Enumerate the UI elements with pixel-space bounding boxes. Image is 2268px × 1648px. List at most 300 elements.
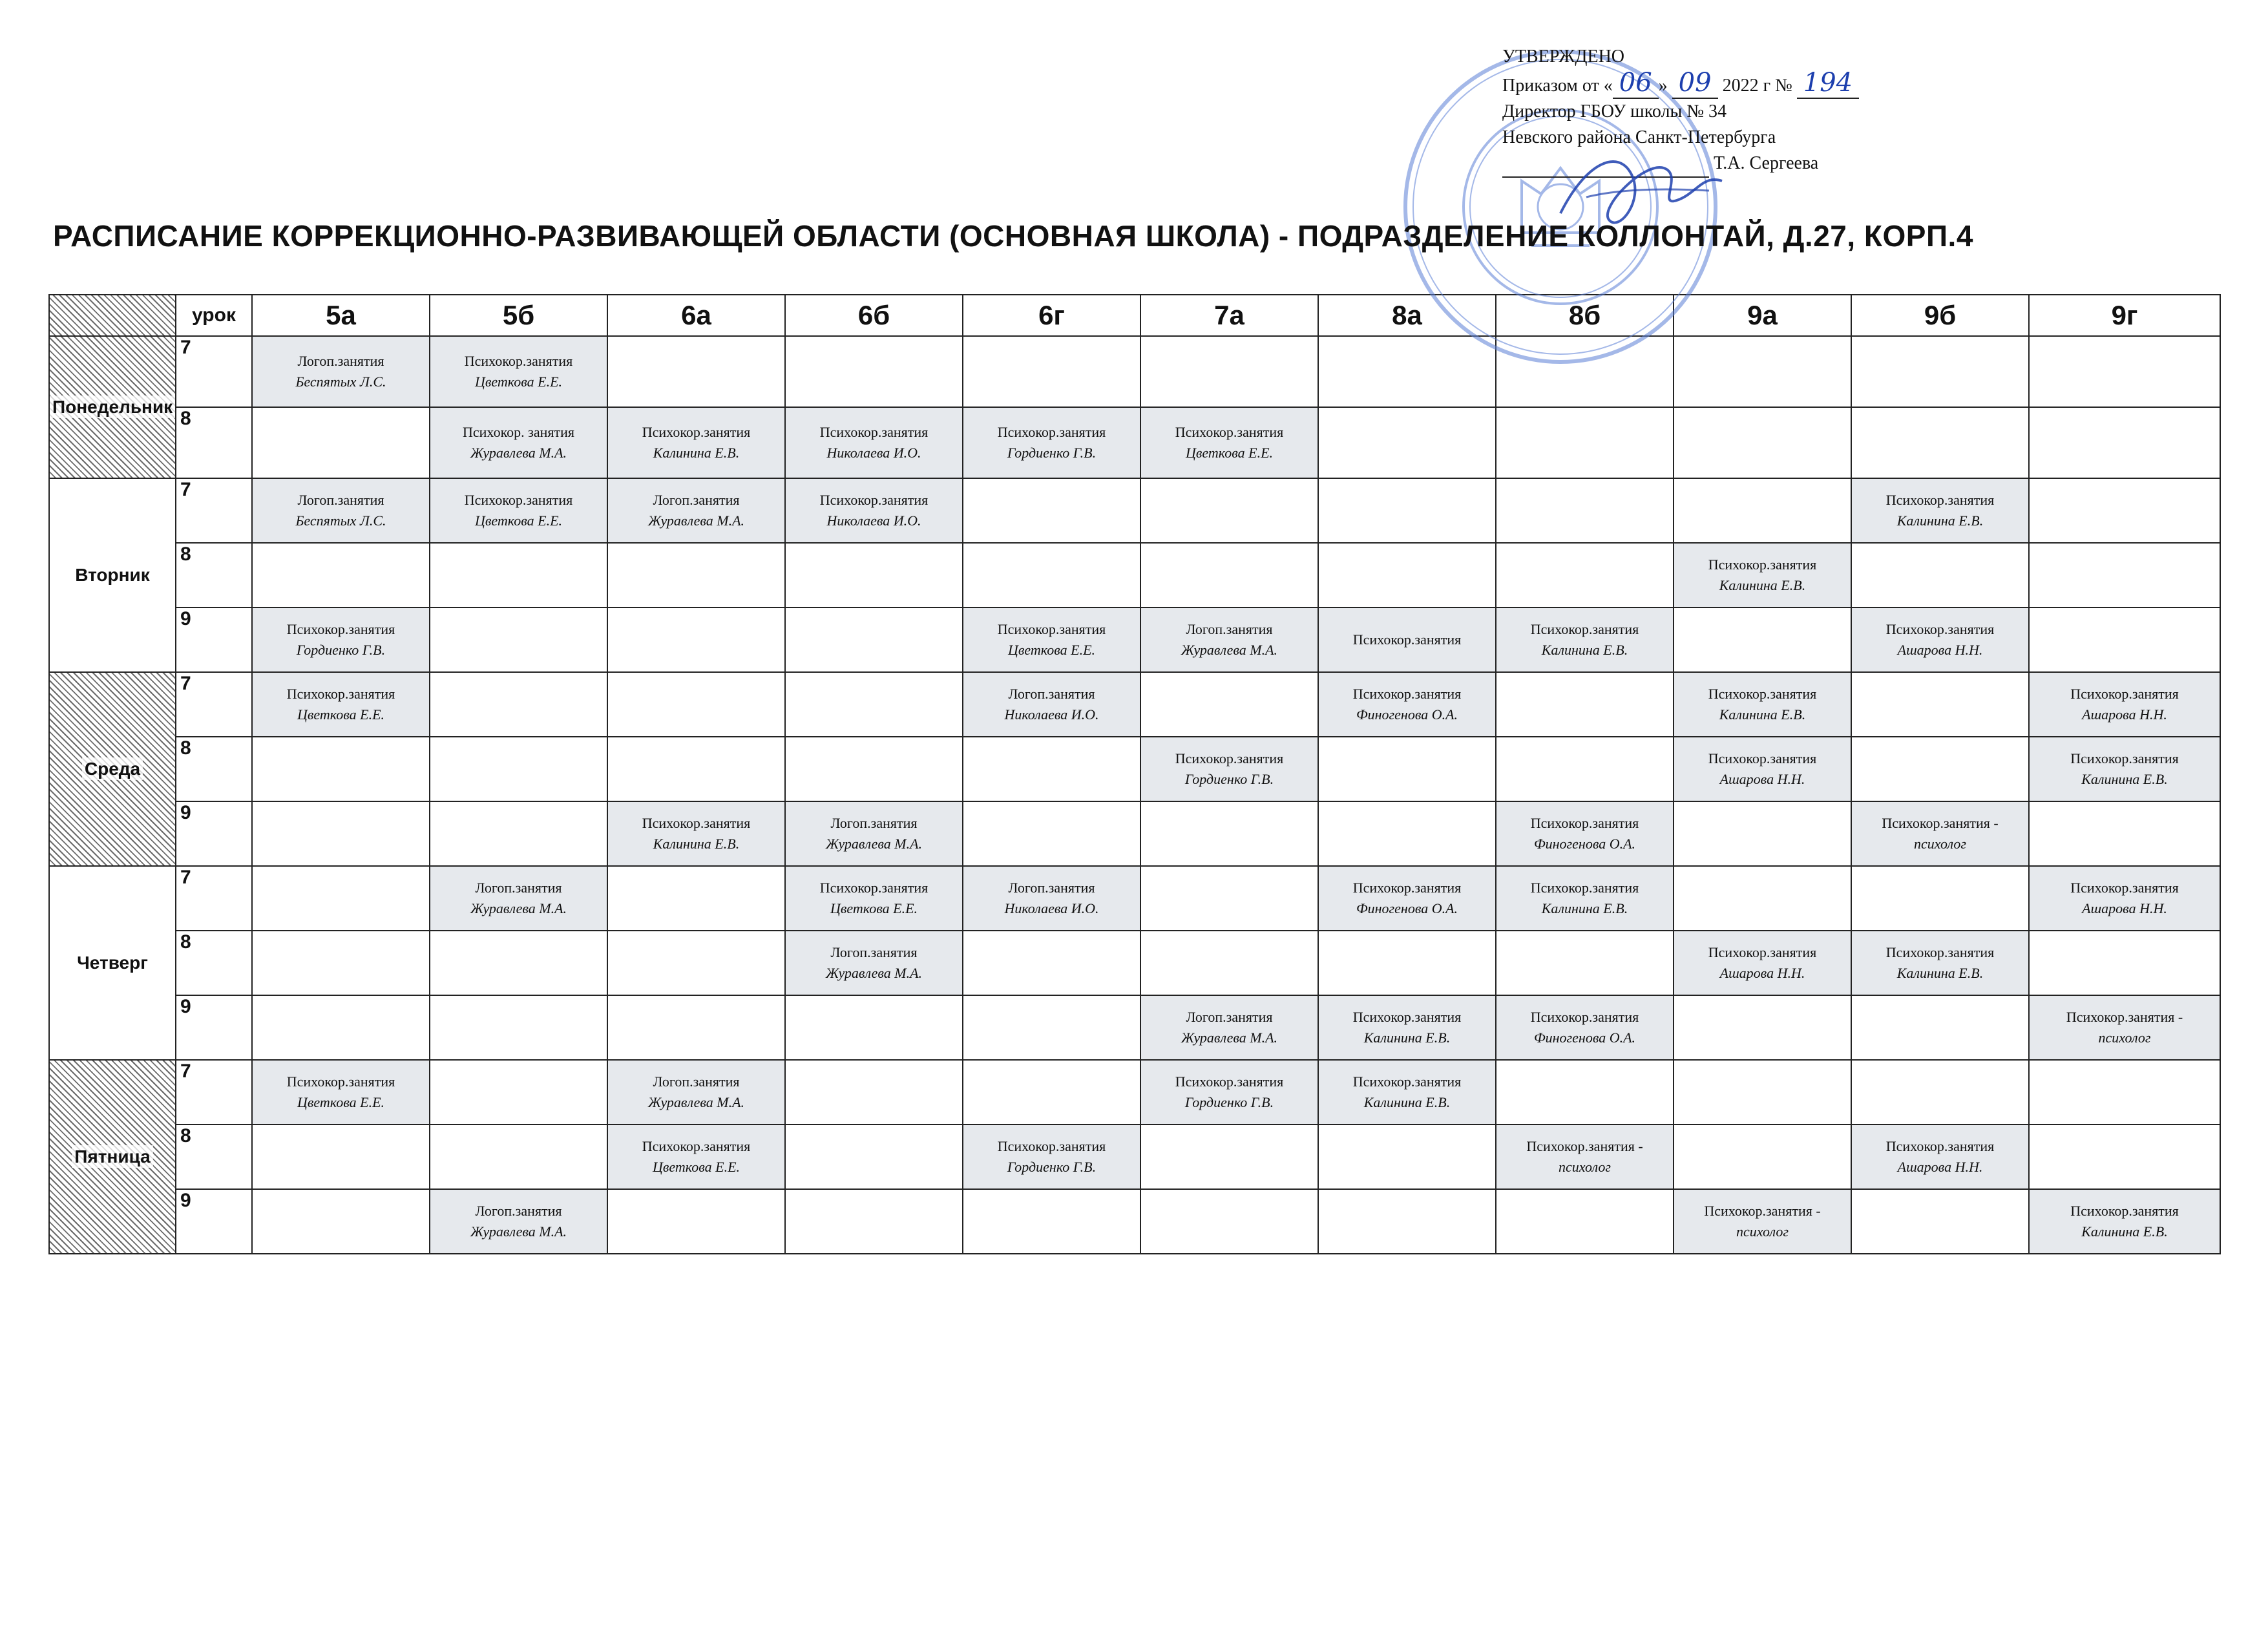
session-teacher: Беспятых Л.С. bbox=[295, 374, 386, 390]
session-cell bbox=[252, 607, 430, 672]
empty-cell bbox=[963, 1189, 1140, 1254]
empty-cell bbox=[963, 995, 1140, 1060]
day-name: Понедельник bbox=[50, 396, 175, 418]
empty-cell bbox=[607, 1189, 785, 1254]
session-type: Психокор.занятия bbox=[1885, 1138, 1995, 1154]
session-type: Логоп.занятия bbox=[297, 492, 384, 508]
empty-cell bbox=[430, 1125, 607, 1189]
session-teacher: Калинина Е.В. bbox=[1541, 642, 1628, 658]
session-type: Психокор.занятия bbox=[997, 621, 1106, 637]
session-type: Психокор.занятия bbox=[1352, 686, 1462, 702]
session-type: Логоп.занятия bbox=[1186, 1009, 1273, 1025]
lesson-number: 8 bbox=[176, 543, 252, 607]
empty-cell bbox=[1674, 1125, 1851, 1189]
session-cell bbox=[1674, 737, 1851, 801]
empty-cell bbox=[252, 931, 430, 995]
corner-cell bbox=[49, 295, 176, 336]
session-type: Психокор.занятия bbox=[819, 492, 929, 508]
session-type: Психокор.занятия bbox=[286, 621, 395, 637]
schedule-row bbox=[49, 801, 2220, 866]
empty-cell bbox=[430, 672, 607, 737]
lesson-number: 9 bbox=[176, 801, 252, 866]
session-type: Психокор.занятия bbox=[1885, 621, 1995, 637]
session-type: Психокор.занятия bbox=[642, 1138, 751, 1154]
session-teacher: Финогенова О.А. bbox=[1356, 706, 1458, 723]
day-cell bbox=[49, 478, 176, 672]
session-cell bbox=[252, 672, 430, 737]
class-header: 6г bbox=[963, 295, 1140, 336]
session-teacher: Ашарова Н.Н. bbox=[2082, 900, 2167, 916]
empty-cell bbox=[607, 607, 785, 672]
session-cell bbox=[1496, 1125, 1674, 1189]
session-teacher: психолог bbox=[2098, 1030, 2151, 1046]
session-type: Психокор.занятия bbox=[819, 424, 929, 440]
session-teacher: Гордиенко Г.В. bbox=[296, 642, 386, 658]
session-teacher: Калинина Е.В. bbox=[1719, 706, 1806, 723]
empty-cell bbox=[785, 995, 963, 1060]
session-cell bbox=[1140, 995, 1318, 1060]
session-cell bbox=[785, 478, 963, 543]
session-teacher: Ашарова Н.Н. bbox=[1719, 965, 1805, 981]
empty-cell bbox=[607, 737, 785, 801]
page-title: РАСПИСАНИЕ КОРРЕКЦИОННО-РАЗВИВАЮЩЕЙ ОБЛАСТИ (ОСНОВНАЯ ШКОЛА) - ПОДРАЗДЕЛЕНИЕ КОЛЛОНТАЙ, Д.27, КОРП.4 bbox=[53, 219, 1973, 253]
empty-cell bbox=[1318, 1189, 1496, 1254]
session-type: Психокор.занятия bbox=[1530, 621, 1639, 637]
session-cell bbox=[785, 931, 963, 995]
session-teacher: Цветкова Е.Е. bbox=[474, 512, 563, 529]
session-teacher: психолог bbox=[1736, 1223, 1789, 1240]
empty-cell bbox=[1496, 478, 1674, 543]
empty-cell bbox=[252, 737, 430, 801]
empty-cell bbox=[785, 1125, 963, 1189]
schedule-row bbox=[49, 931, 2220, 995]
session-type: Психокор.занятия bbox=[1530, 880, 1639, 896]
schedule-row bbox=[49, 672, 2220, 737]
schedule-row bbox=[49, 737, 2220, 801]
session-teacher: Калинина Е.В. bbox=[1896, 965, 1984, 981]
empty-cell bbox=[1140, 336, 1318, 407]
empty-cell bbox=[607, 866, 785, 931]
session-teacher: Калинина Е.В. bbox=[2081, 771, 2168, 787]
session-teacher: Калинина Е.В. bbox=[1719, 577, 1806, 593]
session-type: Психокор.занятия - bbox=[2066, 1009, 2183, 1025]
schedule-row bbox=[49, 607, 2220, 672]
empty-cell bbox=[2029, 478, 2220, 543]
session-type: Психокор.занятия bbox=[997, 424, 1106, 440]
session-teacher: Николаева И.О. bbox=[826, 512, 921, 529]
session-type: Логоп.занятия bbox=[475, 1203, 562, 1219]
session-teacher: Николаева И.О. bbox=[1004, 900, 1099, 916]
session-teacher: Калинина Е.В. bbox=[1541, 900, 1628, 916]
empty-cell bbox=[430, 801, 607, 866]
session-type: Психокор.занятия bbox=[1352, 631, 1462, 648]
empty-cell bbox=[1851, 737, 2029, 801]
empty-cell bbox=[2029, 1060, 2220, 1125]
session-type: Психокор.занятия bbox=[1175, 750, 1284, 766]
session-cell bbox=[607, 801, 785, 866]
empty-cell bbox=[1318, 478, 1496, 543]
session-teacher: Журавлева М.А. bbox=[470, 1223, 567, 1240]
session-cell bbox=[1140, 607, 1318, 672]
empty-cell bbox=[963, 336, 1140, 407]
session-cell bbox=[607, 1125, 785, 1189]
empty-cell bbox=[1318, 407, 1496, 478]
session-teacher: Цветкова Е.Е. bbox=[297, 1094, 385, 1110]
schedule-row bbox=[49, 407, 2220, 478]
empty-cell bbox=[1318, 543, 1496, 607]
session-teacher: Калинина Е.В. bbox=[1363, 1030, 1451, 1046]
empty-cell bbox=[963, 1060, 1140, 1125]
session-type: Психокор.занятия bbox=[2070, 1203, 2179, 1219]
session-cell bbox=[1496, 801, 1674, 866]
lesson-number: 8 bbox=[176, 1125, 252, 1189]
session-type: Психокор.занятия bbox=[1708, 556, 1817, 573]
empty-cell bbox=[430, 931, 607, 995]
session-cell bbox=[252, 336, 430, 407]
session-type: Психокор.занятия bbox=[642, 815, 751, 831]
session-cell bbox=[2029, 1189, 2220, 1254]
session-cell bbox=[252, 1060, 430, 1125]
session-cell bbox=[1674, 931, 1851, 995]
empty-cell bbox=[252, 407, 430, 478]
empty-cell bbox=[1496, 407, 1674, 478]
session-type: Психокор.занятия bbox=[1175, 424, 1284, 440]
lesson-number: 7 bbox=[176, 866, 252, 931]
empty-cell bbox=[963, 478, 1140, 543]
class-header: 7а bbox=[1140, 295, 1318, 336]
empty-cell bbox=[1674, 995, 1851, 1060]
empty-cell bbox=[607, 543, 785, 607]
empty-cell bbox=[1496, 737, 1674, 801]
session-teacher: Калинина Е.В. bbox=[653, 445, 740, 461]
session-type: Психокор.занятия bbox=[1885, 492, 1995, 508]
empty-cell bbox=[430, 1060, 607, 1125]
day-cell bbox=[49, 672, 176, 866]
session-cell bbox=[1496, 995, 1674, 1060]
session-cell bbox=[430, 407, 607, 478]
day-cell bbox=[49, 866, 176, 1060]
empty-cell bbox=[607, 995, 785, 1060]
session-cell bbox=[430, 336, 607, 407]
empty-cell bbox=[430, 607, 607, 672]
session-cell bbox=[1851, 607, 2029, 672]
empty-cell bbox=[1674, 607, 1851, 672]
session-type: Логоп.занятия bbox=[297, 353, 384, 369]
empty-cell bbox=[1318, 801, 1496, 866]
empty-cell bbox=[252, 543, 430, 607]
approval-order-line bbox=[1502, 70, 1864, 99]
empty-cell bbox=[785, 1189, 963, 1254]
day-name: Вторник bbox=[72, 564, 152, 586]
session-teacher: Ашарова Н.Н. bbox=[1719, 771, 1805, 787]
session-teacher: Журавлева М.А. bbox=[825, 965, 923, 981]
empty-cell bbox=[2029, 407, 2220, 478]
empty-cell bbox=[2029, 607, 2220, 672]
class-header: 8б bbox=[1496, 295, 1674, 336]
session-cell bbox=[1496, 607, 1674, 672]
schedule-row bbox=[49, 1189, 2220, 1254]
session-teacher: Журавлева М.А. bbox=[647, 512, 745, 529]
empty-cell bbox=[963, 543, 1140, 607]
session-type: Психокор.занятия - bbox=[1704, 1203, 1821, 1219]
empty-cell bbox=[1851, 672, 2029, 737]
session-cell bbox=[1851, 801, 2029, 866]
schedule-row bbox=[49, 866, 2220, 931]
session-type: Логоп.занятия bbox=[475, 880, 562, 896]
session-teacher: Цветкова Е.Е. bbox=[652, 1159, 740, 1175]
empty-cell bbox=[1674, 1060, 1851, 1125]
session-type: Психокор.занятия bbox=[1885, 944, 1995, 960]
session-teacher: Цветкова Е.Е. bbox=[297, 706, 385, 723]
session-cell bbox=[1318, 607, 1496, 672]
session-cell bbox=[2029, 737, 2220, 801]
schedule-row bbox=[49, 1125, 2220, 1189]
empty-cell bbox=[1674, 336, 1851, 407]
class-header: 6б bbox=[785, 295, 963, 336]
session-type: Логоп.занятия bbox=[830, 815, 918, 831]
order-no-label: № bbox=[1775, 76, 1792, 96]
empty-cell bbox=[1851, 1189, 2029, 1254]
session-cell bbox=[785, 801, 963, 866]
session-teacher: Финогенова О.А. bbox=[1533, 1030, 1636, 1046]
order-number: 194 bbox=[1797, 68, 1859, 99]
session-teacher: Цветкова Е.Е. bbox=[830, 900, 918, 916]
class-header: 9а bbox=[1674, 295, 1851, 336]
empty-cell bbox=[785, 336, 963, 407]
empty-cell bbox=[1851, 336, 2029, 407]
session-teacher: Николаева И.О. bbox=[826, 445, 921, 461]
order-year: 2022 г bbox=[1722, 76, 1771, 96]
empty-cell bbox=[2029, 931, 2220, 995]
lesson-number: 8 bbox=[176, 931, 252, 995]
session-teacher: Гордиенко Г.В. bbox=[1007, 445, 1097, 461]
session-teacher: Журавлева М.А. bbox=[1181, 642, 1278, 658]
empty-cell bbox=[2029, 1125, 2220, 1189]
empty-cell bbox=[1140, 543, 1318, 607]
session-type: Психокор.занятия bbox=[2070, 880, 2179, 896]
empty-cell bbox=[2029, 801, 2220, 866]
empty-cell bbox=[785, 672, 963, 737]
session-teacher: Журавлева М.А. bbox=[470, 445, 567, 461]
empty-cell bbox=[430, 543, 607, 607]
session-type: Логоп.занятия bbox=[653, 1073, 740, 1090]
empty-cell bbox=[1496, 336, 1674, 407]
session-cell bbox=[1140, 1060, 1318, 1125]
session-cell bbox=[430, 1189, 607, 1254]
empty-cell bbox=[1851, 407, 2029, 478]
empty-cell bbox=[252, 1125, 430, 1189]
session-cell bbox=[1318, 866, 1496, 931]
empty-cell bbox=[1496, 672, 1674, 737]
session-cell bbox=[963, 607, 1140, 672]
session-type: Психокор.занятия bbox=[464, 353, 573, 369]
session-type: Психокор.занятия bbox=[1708, 750, 1817, 766]
class-header: 5а bbox=[252, 295, 430, 336]
lesson-number: 7 bbox=[176, 336, 252, 407]
day-name: Пятница bbox=[72, 1145, 152, 1168]
lesson-number: 7 bbox=[176, 672, 252, 737]
empty-cell bbox=[1140, 801, 1318, 866]
empty-cell bbox=[1674, 801, 1851, 866]
empty-cell bbox=[2029, 543, 2220, 607]
session-type: Психокор.занятия - bbox=[1526, 1138, 1643, 1154]
order-day: 06 bbox=[1613, 68, 1659, 99]
empty-cell bbox=[1496, 931, 1674, 995]
empty-cell bbox=[1674, 407, 1851, 478]
empty-cell bbox=[785, 1060, 963, 1125]
lesson-number: 9 bbox=[176, 1189, 252, 1254]
empty-cell bbox=[252, 995, 430, 1060]
empty-cell bbox=[430, 737, 607, 801]
empty-cell bbox=[1140, 931, 1318, 995]
session-cell bbox=[1674, 543, 1851, 607]
session-cell bbox=[1851, 478, 2029, 543]
empty-cell bbox=[1318, 1125, 1496, 1189]
session-cell bbox=[430, 478, 607, 543]
empty-cell bbox=[1140, 672, 1318, 737]
approval-block bbox=[1502, 44, 1864, 178]
session-teacher: психолог bbox=[1914, 836, 1966, 852]
session-type: Психокор.занятия bbox=[1708, 686, 1817, 702]
empty-cell bbox=[607, 672, 785, 737]
empty-cell bbox=[1140, 866, 1318, 931]
session-cell bbox=[1318, 672, 1496, 737]
session-teacher: Журавлева М.А. bbox=[647, 1094, 745, 1110]
empty-cell bbox=[963, 931, 1140, 995]
session-cell bbox=[607, 407, 785, 478]
approval-signer: Т.А. Сергеева bbox=[1714, 153, 1819, 173]
session-type: Логоп.занятия bbox=[1008, 686, 1095, 702]
session-teacher: Цветкова Е.Е. bbox=[1007, 642, 1096, 658]
session-type: Психокор.занятия bbox=[286, 1073, 395, 1090]
session-cell bbox=[1140, 407, 1318, 478]
session-teacher: Ашарова Н.Н. bbox=[2082, 706, 2167, 723]
empty-cell bbox=[607, 336, 785, 407]
session-teacher: Журавлева М.А. bbox=[1181, 1030, 1278, 1046]
empty-cell bbox=[2029, 336, 2220, 407]
session-cell bbox=[252, 478, 430, 543]
empty-cell bbox=[1140, 1125, 1318, 1189]
schedule-row bbox=[49, 543, 2220, 607]
lesson-header: урок bbox=[176, 295, 252, 336]
class-header: 9б bbox=[1851, 295, 2029, 336]
empty-cell bbox=[1496, 1189, 1674, 1254]
session-teacher: Финогенова О.А. bbox=[1533, 836, 1636, 852]
session-cell bbox=[2029, 995, 2220, 1060]
empty-cell bbox=[1318, 336, 1496, 407]
session-cell bbox=[607, 1060, 785, 1125]
session-type: Психокор.занятия bbox=[642, 424, 751, 440]
session-type: Психокор.занятия bbox=[819, 880, 929, 896]
session-teacher: Журавлева М.А. bbox=[470, 900, 567, 916]
lesson-number: 7 bbox=[176, 478, 252, 543]
schedule-row bbox=[49, 995, 2220, 1060]
session-type: Психокор.занятия - bbox=[1882, 815, 1999, 831]
session-type: Психокор.занятия bbox=[2070, 750, 2179, 766]
session-teacher: Финогенова О.А. bbox=[1356, 900, 1458, 916]
session-cell bbox=[1851, 931, 2029, 995]
session-cell bbox=[963, 407, 1140, 478]
empty-cell bbox=[1140, 478, 1318, 543]
approval-heading: УТВЕРЖДЕНО bbox=[1502, 47, 1625, 67]
class-header: 8а bbox=[1318, 295, 1496, 336]
session-cell bbox=[1496, 866, 1674, 931]
approval-director: Директор ГБОУ школы № 34 bbox=[1502, 101, 1727, 121]
session-cell bbox=[1140, 737, 1318, 801]
day-name: Четверг bbox=[74, 951, 151, 974]
schedule-table bbox=[48, 294, 2221, 1254]
session-cell bbox=[1318, 995, 1496, 1060]
empty-cell bbox=[1851, 866, 2029, 931]
empty-cell bbox=[1674, 478, 1851, 543]
empty-cell bbox=[1496, 1060, 1674, 1125]
empty-cell bbox=[1674, 866, 1851, 931]
session-type: Психокор.занятия bbox=[464, 492, 573, 508]
empty-cell bbox=[785, 737, 963, 801]
session-teacher: Журавлева М.А. bbox=[825, 836, 923, 852]
session-teacher: Калинина Е.В. bbox=[653, 836, 740, 852]
session-teacher: Калинина Е.В. bbox=[2081, 1223, 2168, 1240]
lesson-number: 8 bbox=[176, 407, 252, 478]
session-cell bbox=[1851, 1125, 2029, 1189]
session-type: Психокор.занятия bbox=[1352, 1073, 1462, 1090]
session-teacher: Гордиенко Г.В. bbox=[1184, 771, 1274, 787]
class-header: 6а bbox=[607, 295, 785, 336]
session-cell bbox=[785, 407, 963, 478]
lesson-number: 9 bbox=[176, 607, 252, 672]
schedule-row bbox=[49, 1060, 2220, 1125]
session-cell bbox=[1674, 1189, 1851, 1254]
session-teacher: психолог bbox=[1559, 1159, 1611, 1175]
lesson-number: 7 bbox=[176, 1060, 252, 1125]
empty-cell bbox=[1851, 543, 2029, 607]
session-cell bbox=[1318, 1060, 1496, 1125]
session-type: Психокор.занятия bbox=[997, 1138, 1106, 1154]
session-teacher: Ашарова Н.Н. bbox=[1897, 1159, 1983, 1175]
session-type: Логоп.занятия bbox=[1008, 880, 1095, 896]
order-month: 09 bbox=[1672, 68, 1718, 99]
empty-cell bbox=[1318, 737, 1496, 801]
session-cell bbox=[963, 672, 1140, 737]
session-type: Психокор.занятия bbox=[1352, 880, 1462, 896]
schedule-row bbox=[49, 336, 2220, 407]
session-type: Психокор. занятия bbox=[462, 424, 574, 440]
lesson-number: 9 bbox=[176, 995, 252, 1060]
class-header: 5б bbox=[430, 295, 607, 336]
empty-cell bbox=[252, 801, 430, 866]
session-type: Психокор.занятия bbox=[1530, 815, 1639, 831]
order-prefix: Приказом от « bbox=[1502, 76, 1613, 96]
empty-cell bbox=[430, 995, 607, 1060]
day-name: Среда bbox=[82, 757, 143, 780]
session-cell bbox=[2029, 672, 2220, 737]
session-type: Психокор.занятия bbox=[1708, 944, 1817, 960]
empty-cell bbox=[785, 543, 963, 607]
approval-district: Невского района Санкт-Петербурга bbox=[1502, 127, 1776, 147]
session-type: Психокор.занятия bbox=[1352, 1009, 1462, 1025]
empty-cell bbox=[1851, 995, 2029, 1060]
session-cell bbox=[430, 866, 607, 931]
empty-cell bbox=[785, 607, 963, 672]
session-type: Психокор.занятия bbox=[286, 686, 395, 702]
session-type: Логоп.занятия bbox=[830, 944, 918, 960]
order-sep: » bbox=[1658, 76, 1668, 96]
schedule-row bbox=[49, 478, 2220, 543]
session-teacher: Ашарова Н.Н. bbox=[1897, 642, 1983, 658]
session-cell bbox=[1674, 672, 1851, 737]
empty-cell bbox=[1496, 543, 1674, 607]
class-header: 9г bbox=[2029, 295, 2220, 336]
